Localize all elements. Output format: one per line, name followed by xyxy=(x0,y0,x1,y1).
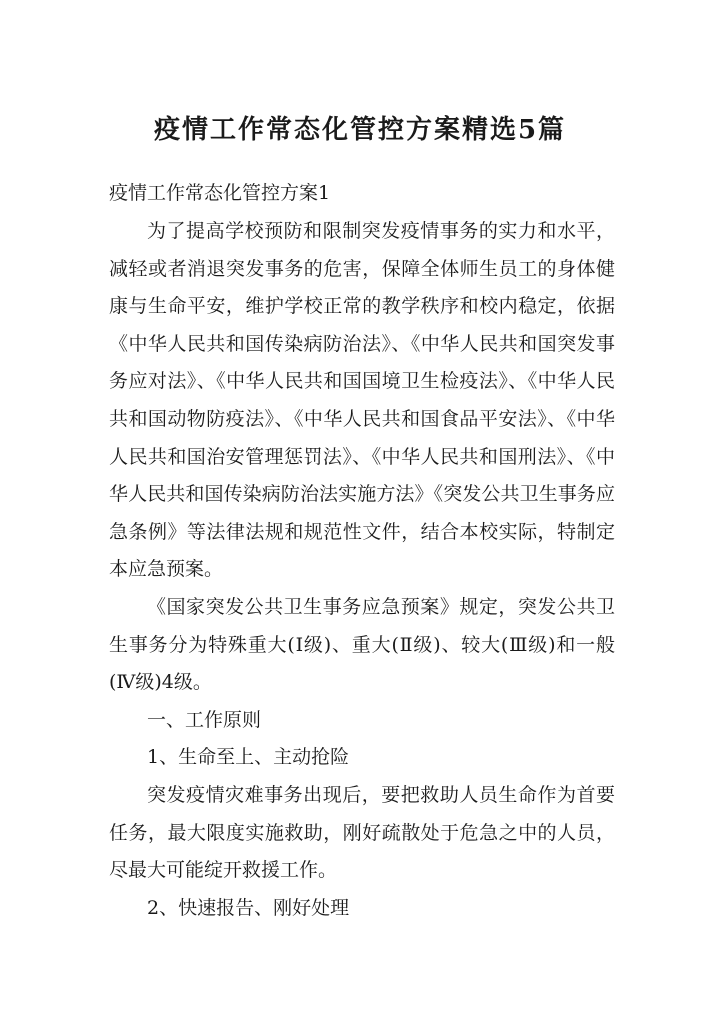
subheading-quick-report: 2、快速报告、刚好处理 xyxy=(147,896,350,919)
heading-principles: 一、工作原则 xyxy=(147,708,262,731)
paragraph-levels: 《国家突发公共卫生事务应急预案》规定，突发公共卫生事务分为特殊重大(Ⅰ级)、重大(Ⅱ级)、较大(Ⅲ级)和一般(Ⅳ级)4级。 xyxy=(109,595,615,694)
document-body xyxy=(109,213,615,927)
paragraph-rescue: 突发疫情灾难事务出现后，要把救助人员生命作为首要任务，最大限度实施救助，刚好疏散处于危急之中的人员，尽最大可能绽开救援工作。 xyxy=(109,783,615,882)
section-subtitle: 疫情工作常态化管控方案1 xyxy=(109,182,331,204)
paragraph-intro: 为了提高学校预防和限制突发疫情事务的实力和水平，减轻或者消退突发事务的危害，保障全体师生员工的身体健康与生命平安，维护学校正常的教学秩序和校内稳定，依据《中华人民共和国传染病防治法》、《中华人民共和国突发事务应对法》、《中华人民共和国国境卫生检疫法》、《中华人民共和国动物防疫法》、《中华人民共和国食品平安法》、《中华人民共和国治安管理惩罚法》、《中华人民共和国刑法》、《中华人民共和国传染病防治法实施方法》《突发公共卫生事务应急条例》等法律法规和规范性文件，结合本校实际，特制定本应急预案。 xyxy=(109,220,615,581)
document-title: 疫情工作常态化管控方案精选5篇 xyxy=(153,115,567,145)
subheading-life-first: 1、生命至上、主动抢险 xyxy=(147,746,350,769)
